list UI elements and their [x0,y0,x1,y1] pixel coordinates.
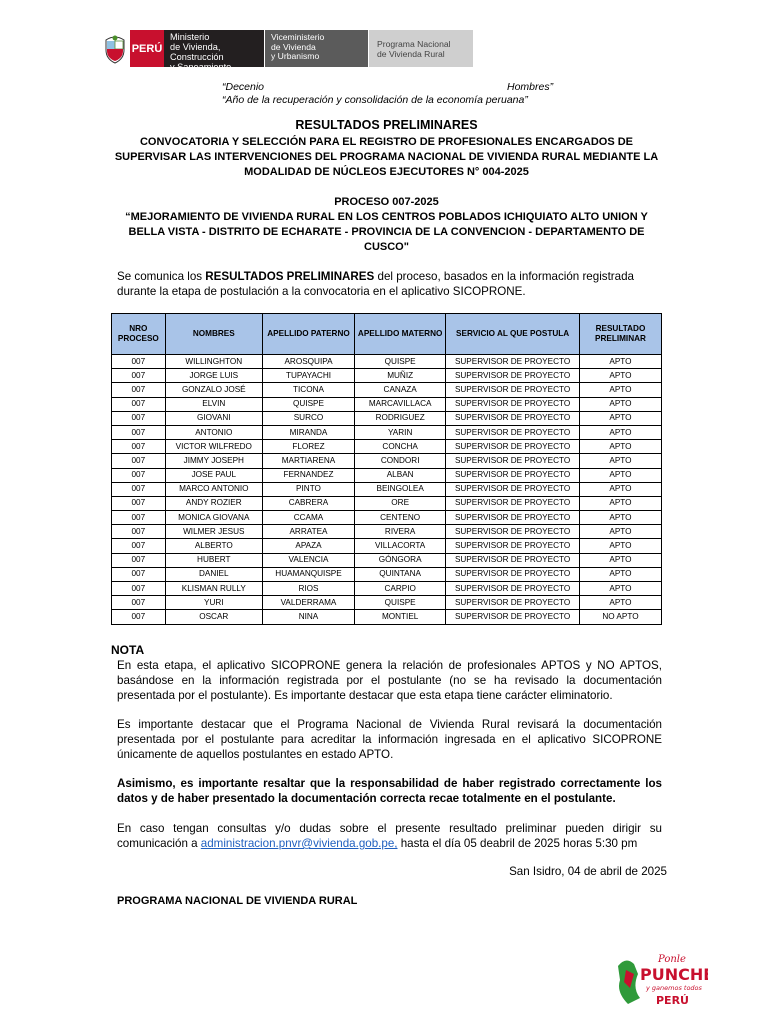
table-row [112,610,662,624]
cell-nombres: JORGE LUIS [165,369,262,383]
cell-servicio: SUPERVISOR DE PROYECTO [446,511,580,525]
cell-resultado: APTO [579,496,661,510]
table-row [112,496,662,510]
cell-nombres: DANIEL [165,567,262,581]
year-motto: “Año de la recuperación y consolidación de la economía peruana” [222,94,528,106]
table-row [112,525,662,539]
nota-title: NOTA [111,643,145,657]
cell-apellido-paterno: FLOREZ [262,440,354,454]
cell-resultado: APTO [579,440,661,454]
cell-apellido-paterno: PINTO [262,482,354,496]
cell-resultado: APTO [579,525,661,539]
cell-resultado: APTO [579,539,661,553]
institutional-header [100,30,473,72]
table-row [112,397,662,411]
table-row [112,468,662,482]
cell-resultado: APTO [579,482,661,496]
cell-nro-proceso: 007 [112,369,166,383]
cell-apellido-paterno: VALENCIA [262,553,354,567]
table-row [112,383,662,397]
cell-nro-proceso: 007 [112,468,166,482]
table-row [112,511,662,525]
cell-nro-proceso: 007 [112,397,166,411]
cell-nombres: HUBERT [165,553,262,567]
cell-apellido-paterno: AROSQUIPA [262,355,354,369]
cell-nombres: ANTONIO [165,425,262,439]
table-row [112,553,662,567]
cell-nombres: WILMER JESUS [165,525,262,539]
cell-nro-proceso: 007 [112,511,166,525]
header-servicio: SERVICIO AL QUE POSTULA [446,314,580,355]
cell-servicio: SUPERVISOR DE PROYECTO [446,567,580,581]
cell-servicio: SUPERVISOR DE PROYECTO [446,610,580,624]
logo-text-ponle: Ponle [658,954,686,965]
cell-nombres: ELVIN [165,397,262,411]
results-table [111,313,662,625]
ministry-label: Ministerio de Vivienda, Construcción y Saneamiento [164,30,264,67]
cell-nro-proceso: 007 [112,411,166,425]
cell-apellido-paterno: ARRATEA [262,525,354,539]
cell-resultado: APTO [579,553,661,567]
cell-apellido-materno: MONTIEL [355,610,446,624]
table-row [112,582,662,596]
cell-apellido-materno: YARIN [355,425,446,439]
cell-nro-proceso: 007 [112,539,166,553]
signature-program: PROGRAMA NACIONAL DE VIVIENDA RURAL [117,895,358,907]
peru-label: PERÚ [130,30,164,67]
coat-of-arms-icon [100,30,130,67]
cell-servicio: SUPERVISOR DE PROYECTO [446,482,580,496]
cell-resultado: APTO [579,383,661,397]
logo-text-ganemos: y ganemos todos [646,984,702,992]
header-nro-proceso: NRO PROCESO [112,314,166,355]
cell-servicio: SUPERVISOR DE PROYECTO [446,525,580,539]
cell-resultado: APTO [579,411,661,425]
cell-apellido-paterno: CABRERA [262,496,354,510]
cell-apellido-materno: MARCAVILLACA [355,397,446,411]
cell-nro-proceso: 007 [112,596,166,610]
cell-nombres: GIOVANI [165,411,262,425]
cell-resultado: APTO [579,596,661,610]
proceso-description: “MEJORAMIENTO DE VIVIENDA RURAL EN LOS CENTROS POBLADOS ICHIQUIATO ALTO UNION Y BELLA VISTA - DISTRITO DE ECHARATE - PROVINCIA DE LA CONVENCION - DEPARTAMENTO DE CUSCO" [125,211,648,253]
cell-nombres: JIMMY JOSEPH [165,454,262,468]
header-nombres: NOMBRES [165,314,262,355]
header-apellido-materno: APELLIDO MATERNO [355,314,446,355]
cell-nombres: JOSE PAUL [165,468,262,482]
cell-apellido-materno: ORE [355,496,446,510]
table-row [112,482,662,496]
cell-resultado: APTO [579,511,661,525]
cell-nro-proceso: 007 [112,383,166,397]
ponle-punche-logo [612,948,708,1010]
cell-servicio: SUPERVISOR DE PROYECTO [446,440,580,454]
cell-apellido-paterno: HUAMANQUISPE [262,567,354,581]
table-row [112,425,662,439]
table-row [112,567,662,581]
viceministry-label: Viceministerio de Vivienda y Urbanismo [264,30,368,67]
cell-servicio: SUPERVISOR DE PROYECTO [446,496,580,510]
cell-apellido-paterno: APAZA [262,539,354,553]
cell-apellido-materno: CANAZA [355,383,446,397]
cell-apellido-materno: CONDORI [355,454,446,468]
cell-nombres: VICTOR WILFREDO [165,440,262,454]
cell-resultado: APTO [579,397,661,411]
nota-paragraph-1: En esta etapa, el aplicativo SICOPRONE genera la relación de profesionales APTOS y NO APTOS, basándose en la información registrada por el postulante (no se ha revisado la documentación presentada por el postulante). Es importante destacar que esta etapa tiene carácter eliminatorio. [117,659,662,702]
nota-paragraph-2: Es importante destacar que el Programa Nacional de Vivienda Rural revisará la documentación presentada por el postulante para acreditar la información ingresada en el aplicativo SICOPRONE únicamente de aquellos postulantes en estado APTO. [117,718,662,761]
table-row [112,596,662,610]
cell-apellido-paterno: TICONA [262,383,354,397]
cell-apellido-materno: QUINTANA [355,567,446,581]
table-header-row [112,314,662,355]
cell-nro-proceso: 007 [112,582,166,596]
cell-nro-proceso: 007 [112,525,166,539]
cell-servicio: SUPERVISOR DE PROYECTO [446,582,580,596]
cell-apellido-materno: RODRIGUEZ [355,411,446,425]
cell-resultado: APTO [579,582,661,596]
date-line: San Isidro, 04 de abril de 2025 [509,865,667,878]
convocatoria-subtitle: CONVOCATORIA Y SELECCIÓN PARA EL REGISTRO DE PROFESIONALES ENCARGADOS DE SUPERVISAR LAS INTERVENCIONES DEL PROGRAMA NACIONAL DE VIVIENDA RURAL MEDIANTE LA MODALIDAD DE NÚCLEOS EJECUTORES N° 004-2025 [114,136,659,178]
cell-nombres: KLISMAN RULLY [165,582,262,596]
cell-resultado: APTO [579,425,661,439]
cell-apellido-materno: BEINGOLEA [355,482,446,496]
cell-resultado: APTO [579,567,661,581]
table-row [112,440,662,454]
proceso-number: PROCESO 007-2025 [334,196,439,208]
nota-paragraph-3: Asimismo, es importante resaltar que la responsabilidad de haber registrado correctamente los datos y de haber presentado la documentación correcta recae totalmente en el postulante. [117,777,662,805]
cell-apellido-paterno: FERNANDEZ [262,468,354,482]
cell-servicio: SUPERVISOR DE PROYECTO [446,411,580,425]
cell-resultado: NO APTO [579,610,661,624]
cell-resultado: APTO [579,369,661,383]
cell-apellido-materno: MUÑIZ [355,369,446,383]
cell-apellido-paterno: RIOS [262,582,354,596]
cell-nro-proceso: 007 [112,425,166,439]
cell-resultado: APTO [579,468,661,482]
table-row [112,355,662,369]
cell-apellido-paterno: SURCO [262,411,354,425]
cell-nombres: YURI [165,596,262,610]
cell-apellido-materno: RIVERA [355,525,446,539]
cell-apellido-paterno: QUISPE [262,397,354,411]
program-label: Programa Nacional de Vivienda Rural [368,30,473,67]
logo-text-punche: PUNCHE [640,965,708,984]
cell-nombres: MONICA GIOVANA [165,511,262,525]
table-row [112,539,662,553]
cell-apellido-paterno: TUPAYACHI [262,369,354,383]
cell-apellido-materno: CARPIO [355,582,446,596]
header-resultado: RESULTADO PRELIMINAR [579,314,661,355]
cell-nro-proceso: 007 [112,440,166,454]
cell-nro-proceso: 007 [112,567,166,581]
intro-paragraph: Se comunica los RESULTADOS PRELIMINARES del proceso, basados en la información registrada durante la etapa de postulación a la convocatoria en el aplicativo SICOPRONE. [117,270,635,298]
nota-paragraph-4: En caso tengan consultas y/o dudas sobre el presente resultado preliminar pueden dirigir su comunicación a administracion.pnvr@vivienda.gob.pe, hasta el día 05 deabril de 2025 horas 5:30 pm [117,822,662,850]
table-row [112,369,662,383]
decenio-left: “Decenio [222,81,265,93]
cell-apellido-paterno: MARTIARENA [262,454,354,468]
cell-nro-proceso: 007 [112,496,166,510]
cell-apellido-paterno: MIRANDA [262,425,354,439]
cell-nro-proceso: 007 [112,355,166,369]
cell-nombres: MARCO ANTONIO [165,482,262,496]
cell-servicio: SUPERVISOR DE PROYECTO [446,369,580,383]
cell-servicio: SUPERVISOR DE PROYECTO [446,553,580,567]
cell-nombres: GONZALO JOSÉ [165,383,262,397]
cell-servicio: SUPERVISOR DE PROYECTO [446,425,580,439]
page-title: RESULTADOS PRELIMINARES [295,118,478,132]
cell-nro-proceso: 007 [112,553,166,567]
cell-servicio: SUPERVISOR DE PROYECTO [446,383,580,397]
cell-apellido-materno: GÓNGORA [355,553,446,567]
cell-apellido-materno: QUISPE [355,596,446,610]
cell-resultado: APTO [579,454,661,468]
cell-servicio: SUPERVISOR DE PROYECTO [446,539,580,553]
cell-nro-proceso: 007 [112,482,166,496]
cell-servicio: SUPERVISOR DE PROYECTO [446,596,580,610]
logo-text-peru: PERÚ [656,994,689,1007]
cell-nro-proceso: 007 [112,610,166,624]
decenio-right: Hombres” [507,81,554,93]
cell-servicio: SUPERVISOR DE PROYECTO [446,468,580,482]
contact-email-link[interactable]: administracion.pnvr@vivienda.gob.pe, [200,837,398,850]
cell-nombres: OSCAR [165,610,262,624]
table-row [112,411,662,425]
cell-apellido-materno: VILLACORTA [355,539,446,553]
cell-apellido-materno: CONCHA [355,440,446,454]
cell-apellido-materno: CENTENO [355,511,446,525]
table-row [112,454,662,468]
cell-nombres: ALBERTO [165,539,262,553]
cell-apellido-paterno: NINA [262,610,354,624]
cell-servicio: SUPERVISOR DE PROYECTO [446,454,580,468]
cell-nombres: ANDY ROZIER [165,496,262,510]
cell-apellido-paterno: VALDERRAMA [262,596,354,610]
cell-resultado: APTO [579,355,661,369]
cell-apellido-materno: QUISPE [355,355,446,369]
cell-nro-proceso: 007 [112,454,166,468]
cell-servicio: SUPERVISOR DE PROYECTO [446,397,580,411]
cell-servicio: SUPERVISOR DE PROYECTO [446,355,580,369]
cell-nombres: WILLINGHTON [165,355,262,369]
cell-apellido-paterno: CCAMA [262,511,354,525]
cell-apellido-materno: ALBAN [355,468,446,482]
header-apellido-paterno: APELLIDO PATERNO [262,314,354,355]
